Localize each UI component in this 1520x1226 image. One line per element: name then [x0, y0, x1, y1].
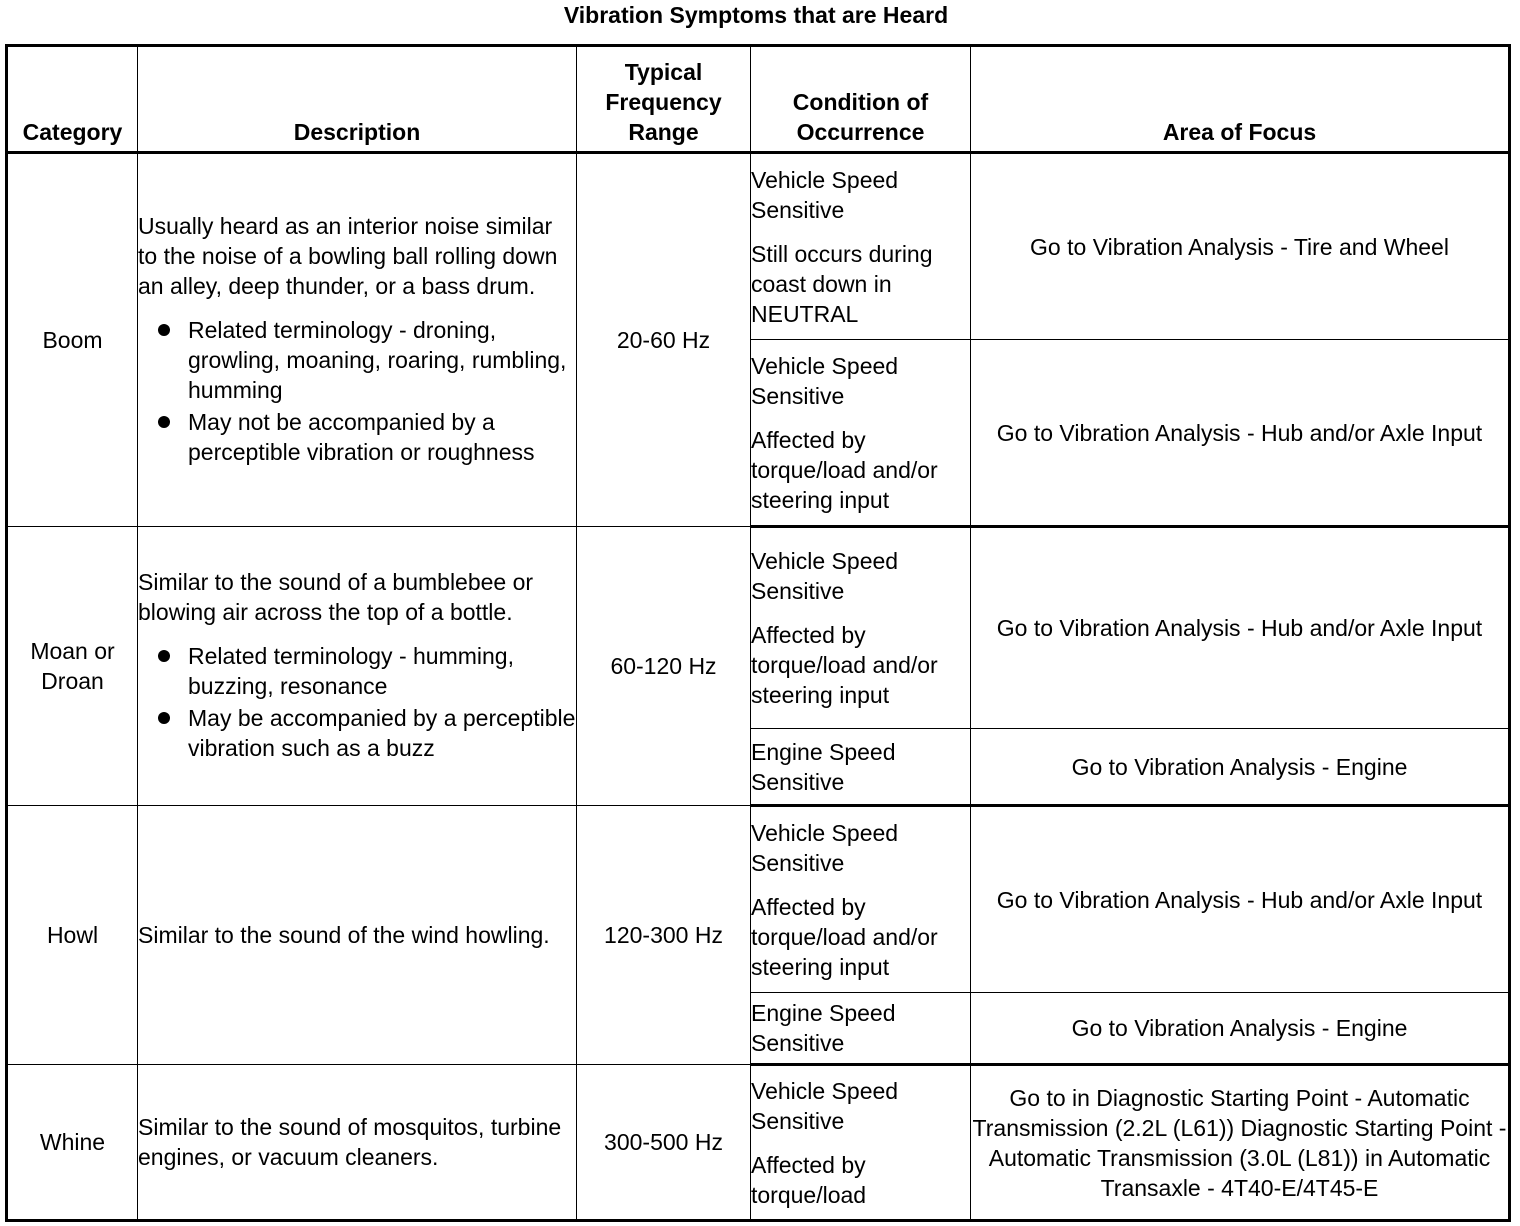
condition-text: Vehicle Speed Sensitive — [751, 166, 899, 223]
header-condition-line: Condition of — [792, 89, 929, 115]
category-cell: Howl — [7, 806, 138, 1065]
condition-text: Engine Speed Sensitive — [751, 738, 896, 795]
header-focus: Area of Focus — [971, 46, 1510, 153]
condition-text: Affected by torque/load and/or steering input — [751, 426, 938, 513]
description-cell — [138, 527, 577, 806]
header-category: Category — [7, 46, 138, 153]
table-row — [7, 1065, 1510, 1221]
condition-text: Vehicle Speed Sensitive — [751, 352, 899, 409]
header-condition — [751, 46, 971, 153]
bullet-icon — [158, 324, 170, 336]
bullet-icon — [158, 416, 170, 428]
header-frequency-line: Frequency — [605, 89, 722, 115]
condition-cell — [751, 993, 971, 1065]
table-row — [7, 153, 1510, 340]
list-item — [138, 315, 576, 405]
description-cell — [138, 1065, 577, 1221]
frequency-cell: 120-300 Hz — [577, 806, 751, 1065]
focus-cell: Go to Vibration Analysis - Tire and Wheel — [971, 153, 1510, 340]
bullet-icon — [158, 712, 170, 724]
list-item — [138, 407, 576, 467]
category-cell: Boom — [7, 153, 138, 527]
vibration-symptoms-table — [5, 44, 1511, 1222]
focus-cell: Go to Vibration Analysis - Engine — [971, 729, 1510, 806]
header-frequency-line: Typical — [624, 59, 703, 85]
description-text: Similar to the sound of mosquitos, turbine engines, or vacuum cleaners. — [138, 1114, 562, 1170]
header-condition-line: Occurrence — [796, 119, 925, 145]
terminology-list — [138, 641, 576, 763]
description-cell — [138, 153, 577, 527]
category-line: Droan — [41, 668, 104, 694]
list-item-text: Related terminology - humming, buzzing, resonance — [188, 643, 514, 699]
category-line: Moan or — [30, 638, 115, 664]
condition-cell — [751, 340, 971, 527]
condition-cell — [751, 729, 971, 806]
table-row — [7, 806, 1510, 993]
condition-text: Engine Speed Sensitive — [751, 1000, 896, 1056]
list-item-text: Related terminology - droning, growling, moaning, roaring, rumbling, humming — [188, 317, 567, 403]
list-item-text: May be accompanied by a perceptible vibration such as a buzz — [188, 705, 576, 761]
condition-cell — [751, 153, 971, 340]
description-text: Similar to the sound of a bumblebee or blowing air across the top of a bottle. — [138, 569, 534, 625]
condition-text: Affected by torque/load and/or steering input — [751, 893, 938, 980]
bullet-icon — [158, 650, 170, 662]
condition-text: Vehicle Speed Sensitive — [751, 819, 899, 876]
category-cell: Whine — [7, 1065, 138, 1221]
condition-cell — [751, 527, 971, 729]
frequency-cell: 60-120 Hz — [577, 527, 751, 806]
condition-text: Affected by torque/load — [751, 1151, 867, 1208]
focus-cell: Go to Vibration Analysis - Hub and/or Axle Input — [971, 340, 1510, 527]
list-item — [138, 641, 576, 701]
description-cell — [138, 806, 577, 1065]
category-cell — [7, 527, 138, 806]
page-title: Vibration Symptoms that are Heard — [563, 2, 949, 28]
description-text: Similar to the sound of the wind howling. — [138, 922, 550, 948]
focus-cell: Go to in Diagnostic Starting Point - Automatic Transmission (2.2L (L61)) Diagnostic Starting Point - Automatic Transmission (3.0L (L81)) in Automatic Transaxle - 4T40-E/4T45-E — [971, 1065, 1510, 1221]
condition-cell — [751, 1065, 971, 1221]
terminology-list — [138, 315, 576, 467]
condition-text: Vehicle Speed Sensitive — [751, 1077, 899, 1134]
header-description: Description — [138, 46, 577, 153]
condition-cell — [751, 806, 971, 993]
focus-cell: Go to Vibration Analysis - Hub and/or Axle Input — [971, 527, 1510, 729]
condition-text: Vehicle Speed Sensitive — [751, 548, 899, 604]
header-row — [7, 46, 1510, 153]
frequency-cell: 20-60 Hz — [577, 153, 751, 527]
description-text: Usually heard as an interior noise similar to the noise of a bowling ball rolling down an alley, deep thunder, or a bass drum. — [138, 213, 558, 299]
header-frequency-line: Range — [628, 119, 699, 145]
header-frequency — [577, 46, 751, 153]
list-item-text: May not be accompanied by a perceptible vibration or roughness — [188, 409, 535, 465]
table-row — [7, 527, 1510, 729]
focus-cell: Go to Vibration Analysis - Hub and/or Axle Input — [971, 806, 1510, 993]
frequency-cell: 300-500 Hz — [577, 1065, 751, 1221]
list-item — [138, 703, 576, 763]
condition-text: Affected by torque/load and/or steering input — [751, 622, 938, 708]
focus-cell: Go to Vibration Analysis - Engine — [971, 993, 1510, 1065]
condition-text: Still occurs during coast down in NEUTRAL — [751, 240, 933, 327]
